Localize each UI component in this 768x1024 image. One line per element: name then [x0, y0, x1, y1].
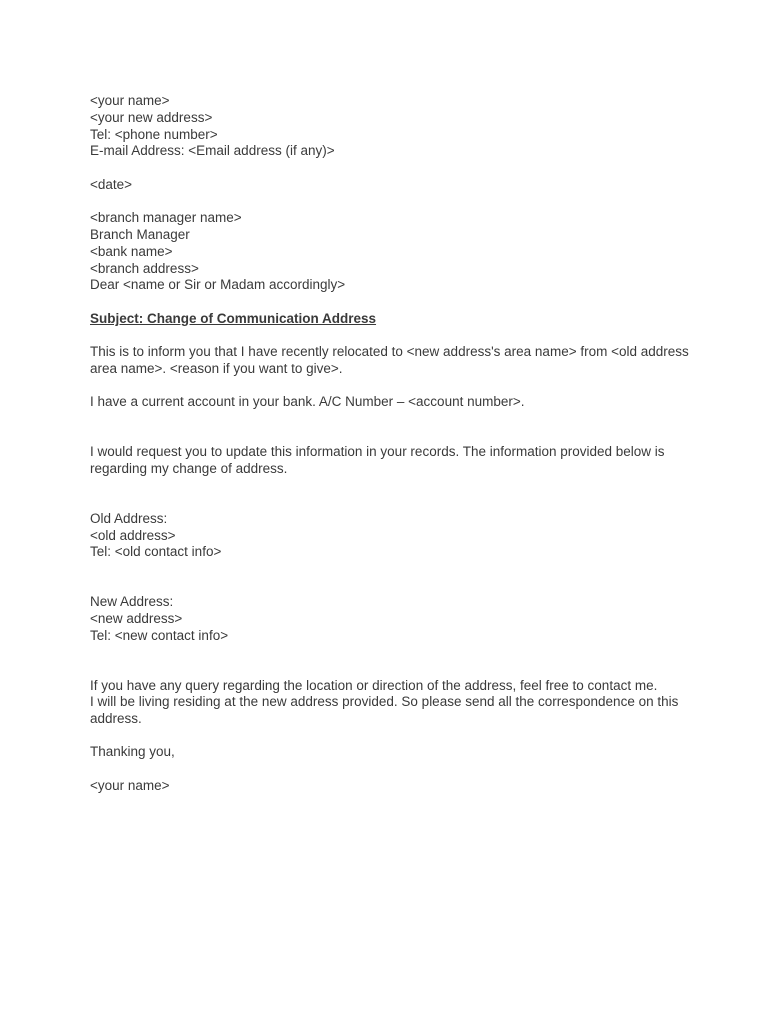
new-address-label: New Address: — [90, 594, 174, 610]
recipient-manager-name: <branch manager name> — [90, 210, 242, 226]
new-address-tel: Tel: <new contact info> — [90, 627, 229, 643]
recipient-bank-name: <bank name> — [90, 243, 173, 259]
body-paragraph-relocation: This is to inform you that I have recently relocated to <new address's area name> from <old address area name>. <reason if you want to give>. — [90, 344, 689, 376]
sender-name: <your name> — [90, 93, 170, 108]
closing-thanks: Thanking you, — [90, 744, 175, 760]
sender-address: <your new address> — [90, 109, 213, 125]
salutation: Dear <name or Sir or Madam accordingly> — [90, 277, 346, 293]
sender-tel: Tel: <phone number> — [90, 126, 218, 142]
sender-block — [90, 93, 690, 160]
subject-line: Subject: Change of Communication Address — [90, 310, 377, 326]
closing-paragraph-correspondence: I will be living residing at the new address provided. So please send all the correspondence on this address. — [90, 694, 679, 727]
signature-name: <your name> — [90, 777, 170, 793]
new-address-value: <new address> — [90, 610, 183, 626]
old-address-value: <old address> — [90, 527, 176, 543]
body-paragraph-request: I would request you to update this information in your records. The information provided below is regarding my change of address. — [90, 444, 665, 476]
recipient-block — [90, 210, 690, 294]
letter — [90, 93, 690, 795]
body-paragraph-account: I have a current account in your bank. A/C Number – <account number>. — [90, 394, 525, 410]
recipient-branch-address: <branch address> — [90, 260, 199, 276]
old-address-tel: Tel: <old contact info> — [90, 544, 222, 560]
sender-email: E-mail Address: <Email address (if any)> — [90, 143, 335, 159]
recipient-title: Branch Manager — [90, 226, 190, 242]
letter-date: <date> — [90, 176, 133, 192]
new-address-block — [90, 594, 690, 644]
closing-paragraph-query: If you have any query regarding the location or direction of the address, feel free to contact me. — [90, 677, 658, 693]
old-address-label: Old Address: — [90, 510, 168, 526]
old-address-block — [90, 511, 690, 561]
